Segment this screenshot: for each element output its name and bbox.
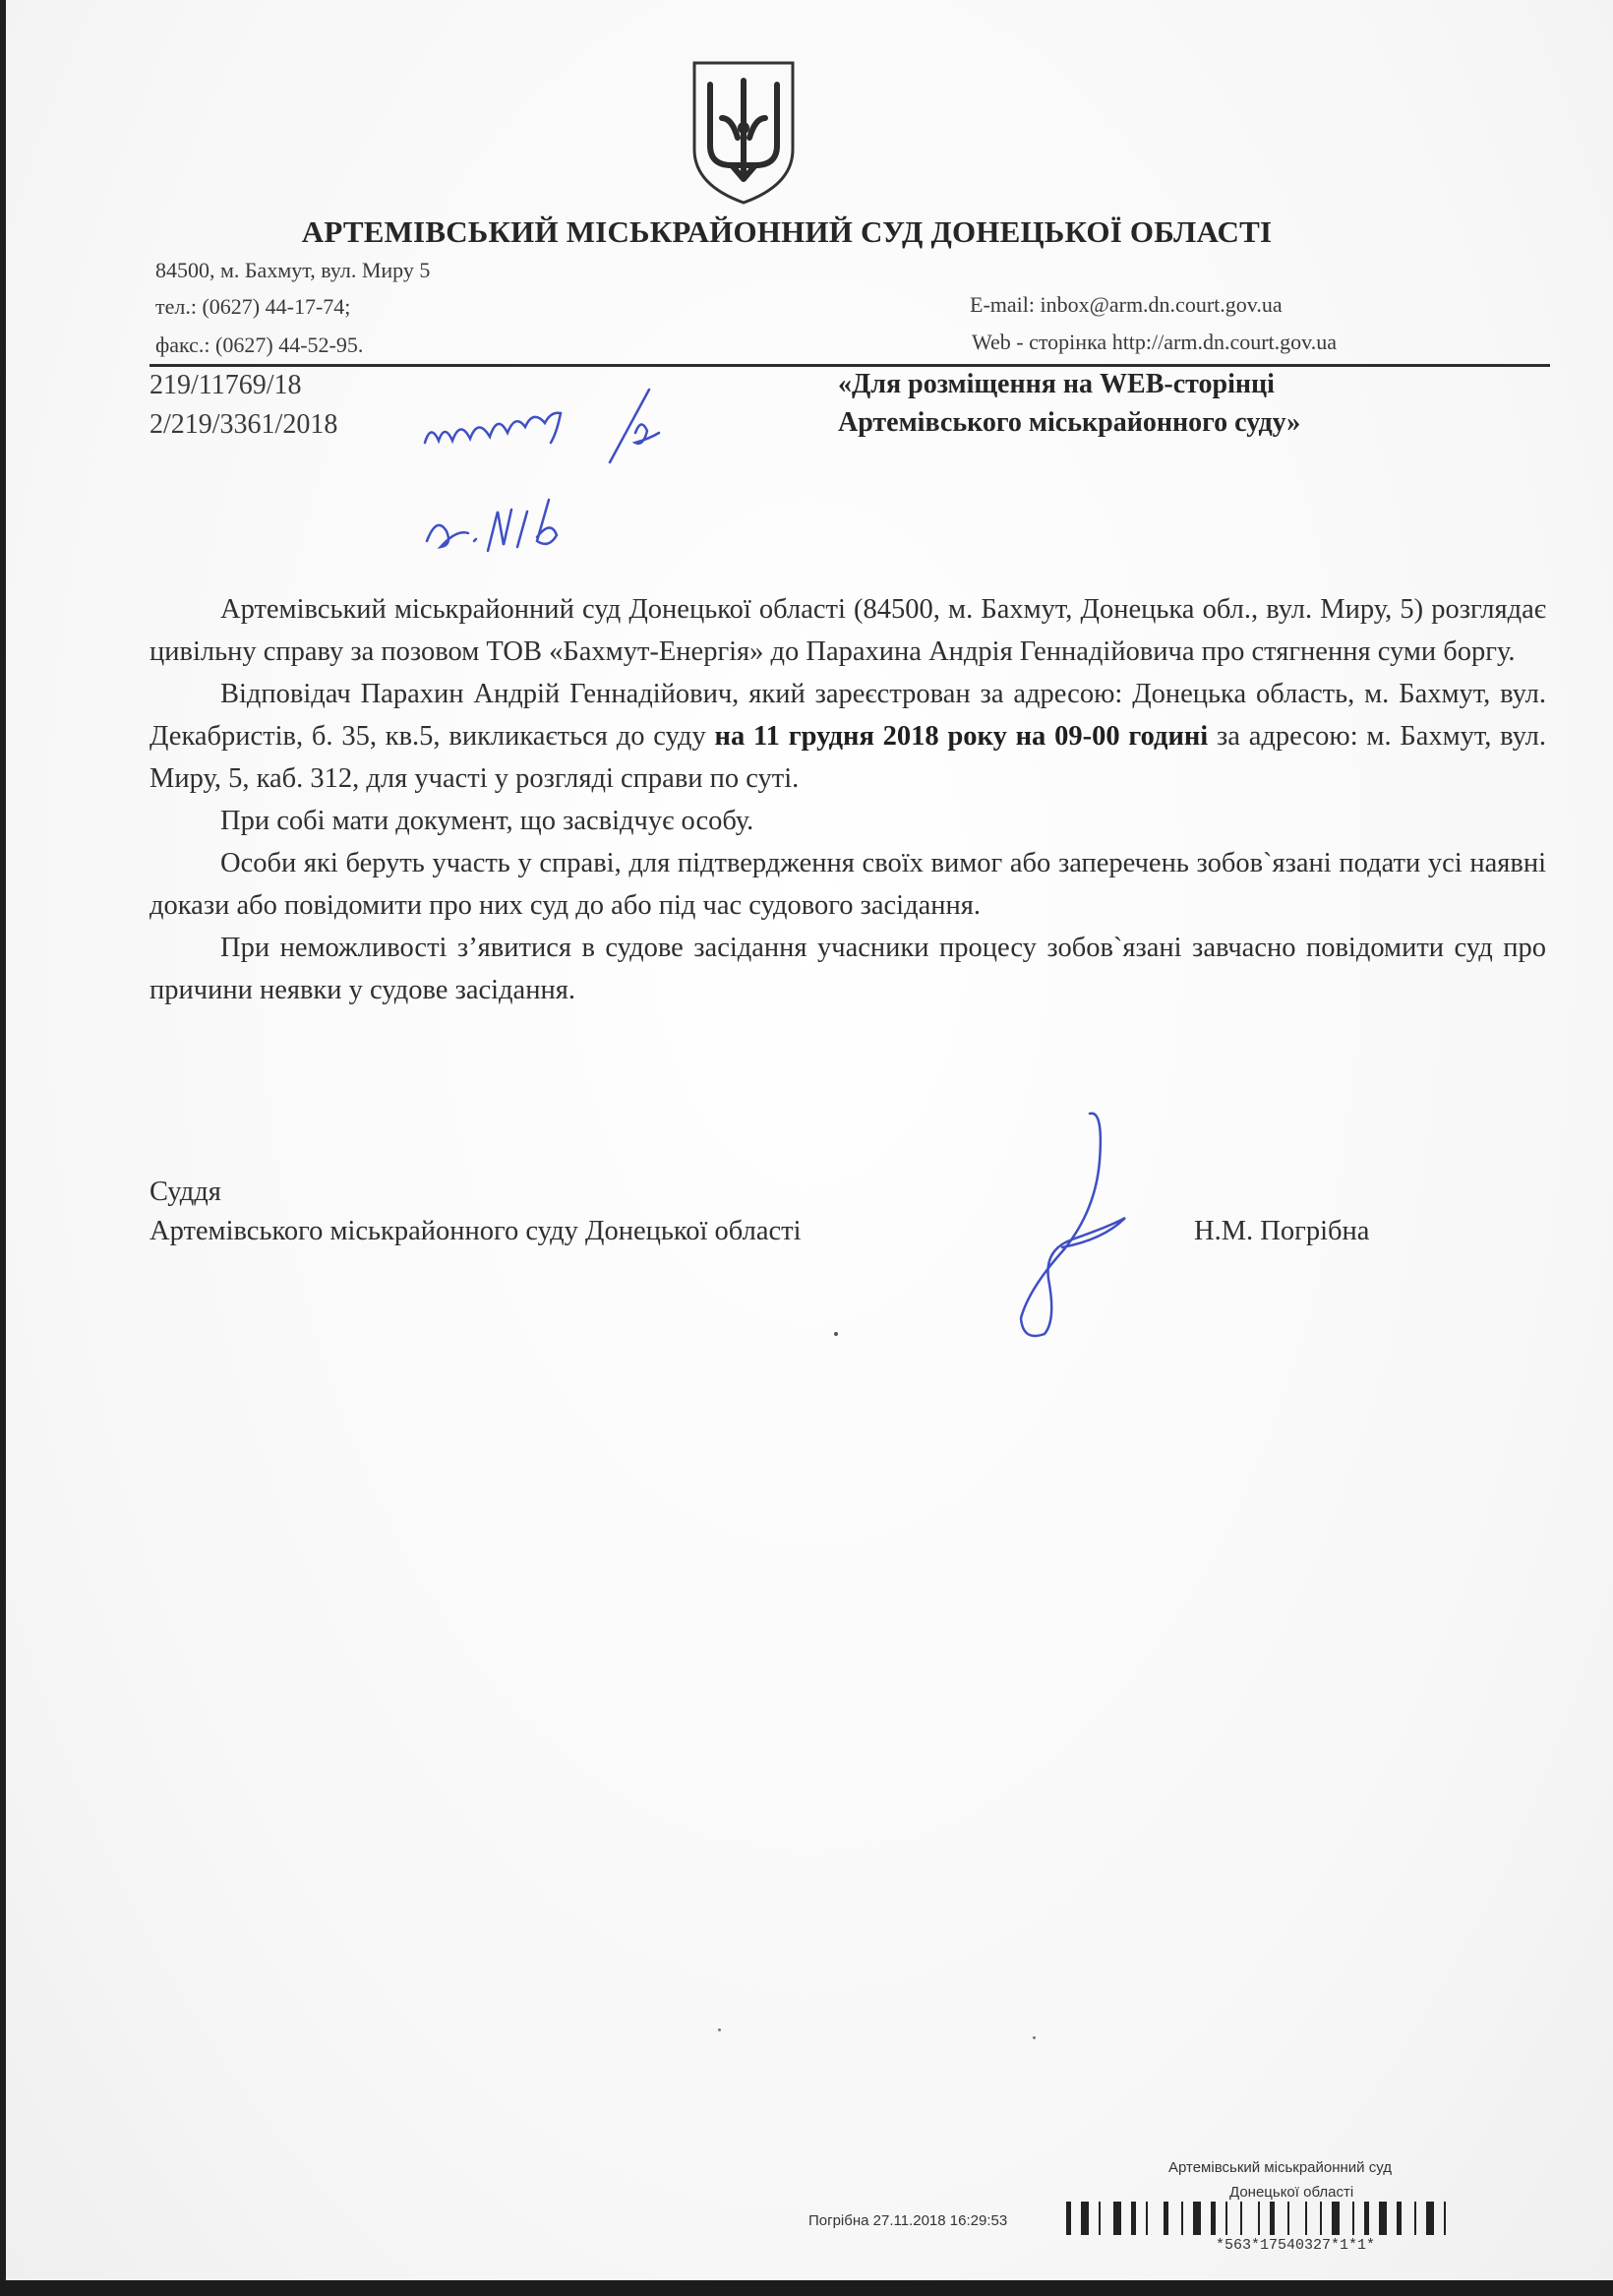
paragraph-absence-notice: При неможливості з’явитися в судове засідання учасники процесу зобов`язані завчасно повідомити суд про причини неявки у судове засідання. [149, 933, 1546, 1005]
signature-court: Артемівського міськрайонного суду Донецької області [149, 1216, 802, 1246]
stamp-court-line2: Донецької області [1229, 2184, 1354, 2201]
barcode-bar [1444, 2202, 1446, 2235]
trident-coat-of-arms-icon [688, 59, 799, 207]
barcode-bar [1211, 2202, 1216, 2235]
barcode-bar [1414, 2202, 1416, 2235]
court-website: Web - сторінка http://arm.dn.court.gov.ua [972, 330, 1337, 354]
barcode-bar [1113, 2202, 1121, 2235]
handwritten-signature [993, 1102, 1151, 1348]
scan-speck [1033, 2036, 1036, 2039]
document-barcode [1066, 2202, 1548, 2237]
paragraph-identity-document: При собі мати документ, що засвідчує особу. [220, 806, 754, 836]
hearing-date-time: на 11 грудня 2018 року на 09-00 годині [714, 721, 1209, 752]
barcode-bar [1320, 2202, 1322, 2235]
barcode-bar [1193, 2202, 1201, 2235]
court-fax: факс.: (0627) 44-52-95. [155, 332, 364, 357]
barcode-bar [1332, 2202, 1340, 2235]
barcode-bar [1146, 2202, 1148, 2235]
paragraph-summons: Відповідач Парахин Андрій Геннадійович, який зареєстрован за адресою: Донецька область, м. Бахмут, вул. Декабристів, б. 35, кв.5, викликається до суду на 11 грудня 2018 року на 09-00 годині за адресою: м. Бахмут, вул. Миру, 5, каб. 312, для участі у розгляді справи по суті. [149, 679, 1546, 794]
court-name-heading: АРТЕМІВСЬКИЙ МІСЬКРАЙОННИЙ СУД ДОНЕЦЬКОЇ ОБЛАСТІ [301, 214, 1273, 249]
barcode-bar [1379, 2202, 1387, 2235]
barcode-bar [1426, 2202, 1434, 2235]
barcode-bar [1099, 2202, 1101, 2235]
barcode-bar [1397, 2202, 1402, 2235]
stamp-court-line1: Артемівський міськрайонний суд [1168, 2159, 1392, 2176]
stamp-signer-datetime: Погрібна 27.11.2018 16:29:53 [808, 2212, 1008, 2229]
barcode-bar [1270, 2202, 1275, 2235]
paragraph-evidence: Особи які беруть участь у справі, для підтвердження своїх вимог або заперечень зобов`язані подати усі наявні докази або повідомити про них суд до або під час судового засідання. [149, 848, 1546, 921]
letterhead-divider [149, 364, 1550, 367]
barcode-bar [1131, 2202, 1136, 2235]
barcode-bar [1258, 2202, 1260, 2235]
case-number: 219/11769/18 [149, 370, 302, 400]
barcode-bar [1081, 2202, 1089, 2235]
barcode-bar [1225, 2202, 1227, 2235]
scan-bottom-edge [0, 2280, 1613, 2296]
web-placement-note-line2: Артемівського міськрайонного суду» [838, 407, 1301, 438]
barcode-bar [1352, 2202, 1354, 2235]
notice-body [149, 588, 1546, 1011]
proceeding-number: 2/219/3361/2018 [149, 409, 338, 440]
barcode-bar [1287, 2202, 1289, 2235]
barcode-bar [1066, 2202, 1071, 2235]
barcode-bar [1240, 2202, 1242, 2235]
web-placement-note-line1: «Для розміщення на WEB-сторінці [838, 369, 1275, 399]
handwritten-registration-mark [413, 384, 738, 571]
paragraph-case-description: Артемівський міськрайонний суд Донецької області (84500, м. Бахмут, Донецька обл., вул. Миру, 5) розглядає цивільну справу за позовом ТОВ «Бахмут-Енергія» до Парахина Андрія Геннадійовича про стягнення суми боргу. [149, 594, 1546, 667]
barcode-bar [1305, 2202, 1307, 2235]
scan-speck [718, 2028, 721, 2031]
barcode-number: *563*17540327*1*1* [1216, 2237, 1376, 2254]
barcode-bar [1364, 2202, 1369, 2235]
court-phone: тел.: (0627) 44-17-74; [155, 294, 351, 319]
barcode-bar [1164, 2202, 1168, 2235]
court-address: 84500, м. Бахмут, вул. Миру 5 [155, 258, 431, 282]
signature-role: Суддя [149, 1177, 221, 1207]
judge-name: Н.М. Погрібна [1194, 1216, 1370, 1246]
court-email: E-mail: inbox@arm.dn.court.gov.ua [970, 292, 1283, 317]
barcode-bar [1181, 2202, 1183, 2235]
scan-speck [834, 1332, 838, 1336]
